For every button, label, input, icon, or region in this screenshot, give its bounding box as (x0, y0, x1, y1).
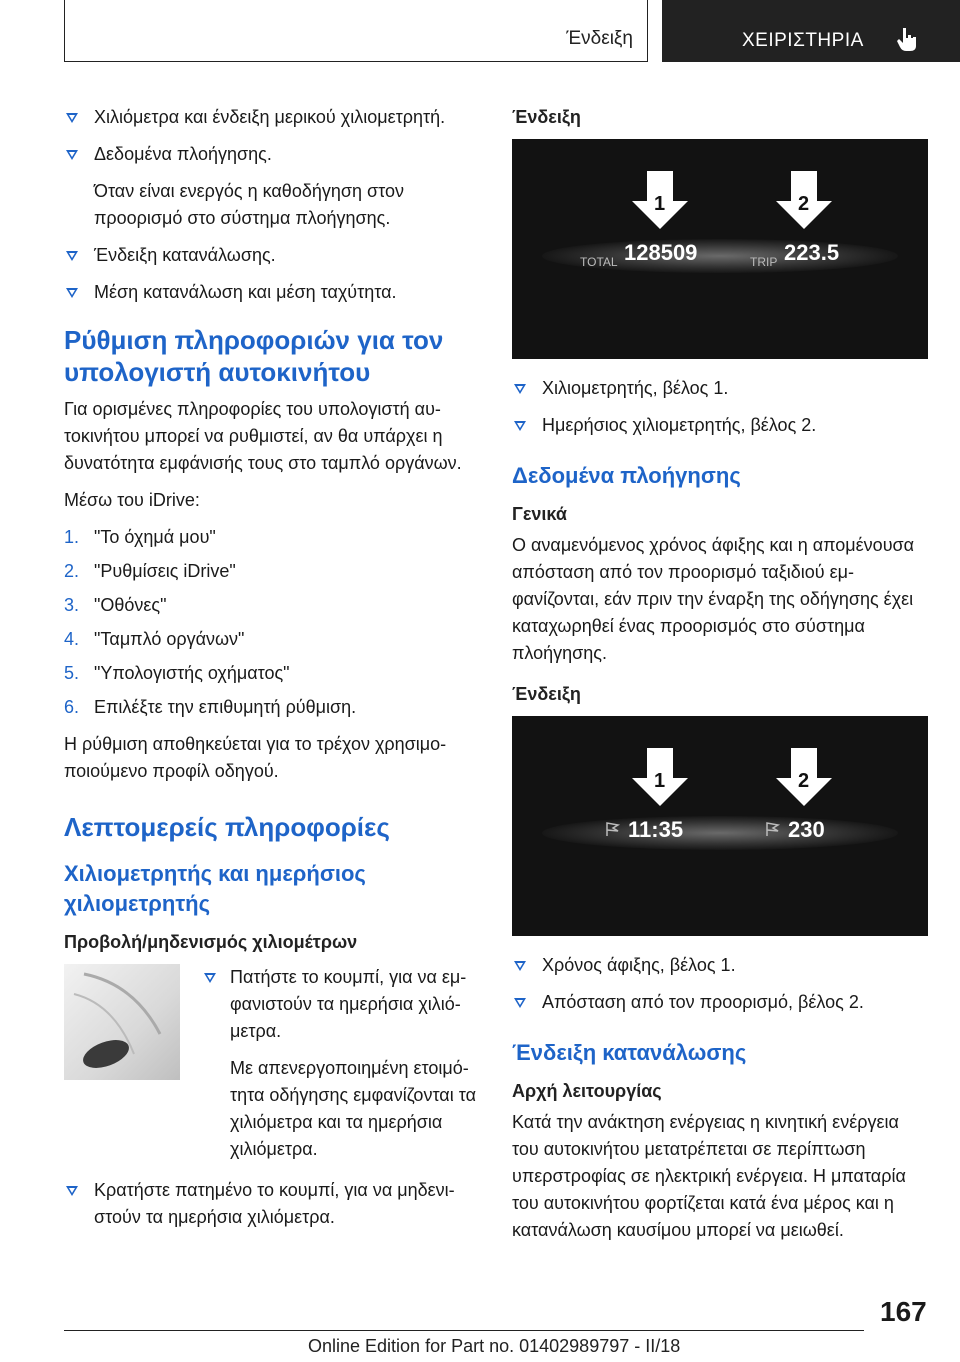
step-item: 2. "Ρυθμίσεις iDrive" (64, 561, 236, 581)
stalk-button-icon (64, 964, 180, 1080)
header-section-box (64, 0, 648, 62)
bullet-triangle-icon (66, 150, 78, 160)
step-item: 4. "Ταμπλό οργάνων" (64, 629, 245, 649)
list-item: Μέση κατανάλωση και μέση ταχύτητα. (64, 279, 476, 306)
subsection-heading: Ένδειξη κατανάλωσης (512, 1040, 747, 1065)
bullet-triangle-icon (204, 973, 216, 983)
header-chapter-title: ΧΕΙΡΙΣΤΗΡΙΑ (742, 30, 864, 51)
list-item: Απόσταση από τον προορισμό, βέλος 2. (512, 989, 928, 1016)
trip-value: 223.5 (784, 240, 840, 265)
display-bar (542, 816, 898, 850)
cluster-display-navigation (512, 716, 928, 936)
marker-1: 1 (654, 770, 666, 792)
bullet-triangle-icon (514, 998, 526, 1008)
display-label: Ένδειξη (512, 684, 581, 704)
paragraph: Ο αναμενόμενος χρόνος άφιξης και η απομένουσα απόσταση από τον προορισμό ταξιδιού εμφανίζονται, εάν πριν την έναρξη της οδήγησης έχει καταχωρηθεί ένας προορισμός στο σύστημα πλοήγησης. (512, 535, 915, 663)
marker-2: 2 (798, 193, 810, 215)
bullet-triangle-icon (66, 251, 78, 261)
press-note: Με απενεργοποιημένη ετοιμότητα οδήγησης εμφανίζονται τα χιλιόμετρα και τα ημερήσια χιλιόμετρα. (230, 1058, 476, 1159)
list-item: Κρατήστε πατημένο το κουμπί, για να μηδενιστούν τα ημερήσια χιλιόμετρα. (64, 1177, 476, 1231)
total-value: 128509 (624, 240, 698, 265)
right-column (512, 104, 928, 1254)
total-label: TOTAL (580, 255, 618, 269)
sub-subsection-heading: Γενικά (512, 504, 567, 524)
paragraph: Για ορισμένες πληροφορίες του υπολογιστή αυτοκινήτου μπορεί να ρυθμιστεί, αν θα υπάρχει η δυνατότητα εμφάνισής τους στο ταμπλό οργάνων. (64, 399, 462, 473)
bullet-triangle-icon (514, 421, 526, 431)
header-section-title: Ένδειξη (566, 28, 633, 49)
odometer-button-image (64, 964, 180, 1080)
section-heading: Ρύθμιση πληροφοριών για τον υπολογιστή αυτοκινήτου (64, 325, 444, 387)
bullet-triangle-icon (66, 1186, 78, 1196)
section-heading: Λεπτομερείς πληροφορίες (64, 812, 390, 842)
step-item: 5. "Υπολογιστής οχήματος" (64, 663, 290, 683)
page-number: 167 (880, 1296, 927, 1327)
list-item: Χρόνος άφιξης, βέλος 1. (512, 952, 928, 979)
subsection-heading: Χιλιομετρητής και ημερήσιος χιλιομετρητής (64, 861, 366, 916)
bullet-triangle-icon (514, 384, 526, 394)
step-item: 1. "Το όχημά μου" (64, 527, 216, 547)
sub-subsection-heading: Προβολή/μηδενισμός χιλιομέτρων (64, 932, 358, 952)
sub-subsection-heading: Αρχή λειτουργίας (512, 1081, 662, 1101)
bullet-triangle-icon (66, 288, 78, 298)
subsection-heading: Δεδομένα πλοήγησης (512, 463, 741, 488)
left-column (64, 104, 476, 1241)
marker-2: 2 (798, 770, 810, 792)
bullet-triangle-icon (514, 961, 526, 971)
list-item: Ένδειξη κατανάλωσης. (64, 242, 476, 269)
cluster-display-odometer (512, 139, 928, 359)
bullet-triangle-icon (66, 113, 78, 123)
paragraph: Κατά την ανάκτηση ενέργειας η κινητική ενέργεια του αυτοκινήτου μετατρέπεται σε περίπτωση υπερστροφίας σε ηλεκτρική ενέργεια. Η μπαταρία του αυτοκινήτου φορτίζεται κατά ένα μέρος και η κατανάλωση καυσίμου μπορεί να μειωθεί. (512, 1112, 906, 1240)
button-text (202, 964, 476, 1173)
hand-pointer-icon (894, 26, 920, 52)
list-item: Χιλιόμετρα και ένδειξη μερικού χιλιομετρητή. (64, 104, 476, 131)
list-item: Πατήστε το κουμπί, για να εμφανιστούν τα ημερήσια χιλιόμετρα. (202, 964, 476, 1045)
display-label: Ένδειξη (512, 107, 581, 127)
paragraph: Μέσω του iDrive: (64, 490, 200, 510)
remaining-distance: 230 (788, 817, 825, 842)
trip-label: TRIP (750, 255, 778, 269)
paragraph: Η ρύθμιση αποθηκεύεται για το τρέχον χρησιμοποιούμενο προφίλ οδηγού. (64, 734, 447, 781)
edition-line: Online Edition for Part no. 01402989797 - II/18 (308, 1336, 681, 1356)
list-item: Δεδομένα πλοήγησης. (64, 141, 476, 168)
step-item: 6. Επιλέξτε την επιθυμητή ρύθμιση. (64, 697, 357, 717)
flag-icon (604, 820, 622, 838)
marker-1: 1 (654, 193, 666, 215)
button-instruction (64, 964, 476, 1173)
step-item: 3. "Οθόνες" (64, 595, 167, 615)
steps-list (64, 524, 476, 721)
nav-note: Όταν είναι ενεργός η καθοδήγηση στον προορισμό στο σύστημα πλοήγησης. (94, 181, 404, 228)
flag-icon (764, 820, 782, 838)
list-item: Χιλιομετρητής, βέλος 1. (512, 375, 928, 402)
arrival-time: 11:35 (628, 817, 684, 842)
list-item: Ημερήσιος χιλιομετρητής, βέλος 2. (512, 412, 928, 439)
footer-divider (64, 1330, 864, 1331)
